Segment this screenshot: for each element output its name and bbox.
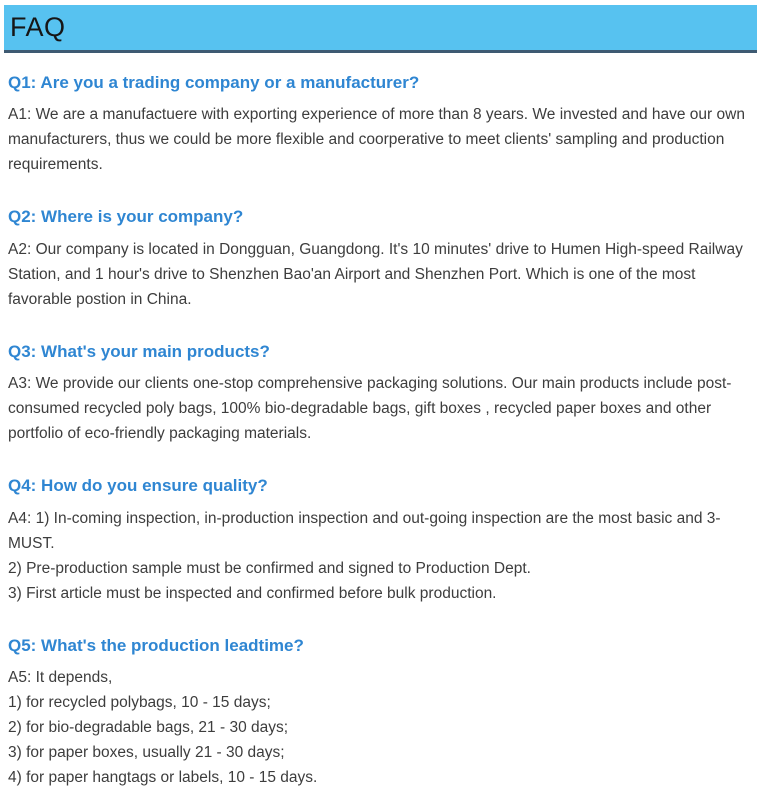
faq-answer: 1) for recycled polybags, 10 - 15 days;: [8, 693, 271, 711]
faq-item-q4: [8, 476, 745, 605]
faq-answer: A5: It depends,: [8, 668, 113, 686]
faq-answer: A3: We provide our clients one-stop comprehensive packaging solutions. Our main products include post-consumed recycled poly bags, 100% bio-degradable bags, gift boxes , recycled paper boxes and other portfolio of eco-friendly packaging materials.: [8, 375, 732, 443]
faq-answer: 3) First article must be inspected and confirmed before bulk production.: [8, 584, 497, 602]
faq-question: Q2: Where is your company?: [8, 207, 244, 227]
faq-item-q1: [8, 73, 745, 177]
faq-content: [0, 53, 765, 790]
faq-answer: 4) for paper hangtags or labels, 10 - 15 days.: [8, 768, 318, 786]
faq-item-q5: [8, 636, 745, 790]
faq-question: Q5: What's the production leadtime?: [8, 635, 304, 655]
faq-answer: 2) Pre-production sample must be confirmed and signed to Production Dept.: [8, 559, 531, 577]
page-title: FAQ: [10, 12, 66, 42]
faq-item-q2: [8, 207, 745, 311]
faq-answer: A4: 1) In-coming inspection, in-production inspection and out-going inspection are the most basic and 3-MUST.: [8, 509, 721, 552]
faq-item-q3: [8, 342, 745, 446]
faq-answer: 3) for paper boxes, usually 21 - 30 days;: [8, 743, 285, 761]
faq-answer: 2) for bio-degradable bags, 21 - 30 days;: [8, 718, 289, 736]
faq-answer: A2: Our company is located in Dongguan, Guangdong. It's 10 minutes' drive to Humen High-speed Railway Station, and 1 hour's drive to Shenzhen Bao'an Airport and Shenzhen Port. Which is one of the most favorable postion in China.: [8, 240, 743, 308]
faq-question: Q4: How do you ensure quality?: [8, 476, 268, 496]
faq-section-banner: [4, 5, 757, 53]
faq-question: Q1: Are you a trading company or a manufacturer?: [8, 73, 420, 92]
faq-answer: A1: We are a manufactuere with exporting experience of more than 8 years. We invested and have our own manufacturers, thus we could be more flexible and coorperative to meet clients' sampling and production requirements.: [8, 106, 745, 174]
faq-question: Q3: What's your main products?: [8, 341, 270, 361]
